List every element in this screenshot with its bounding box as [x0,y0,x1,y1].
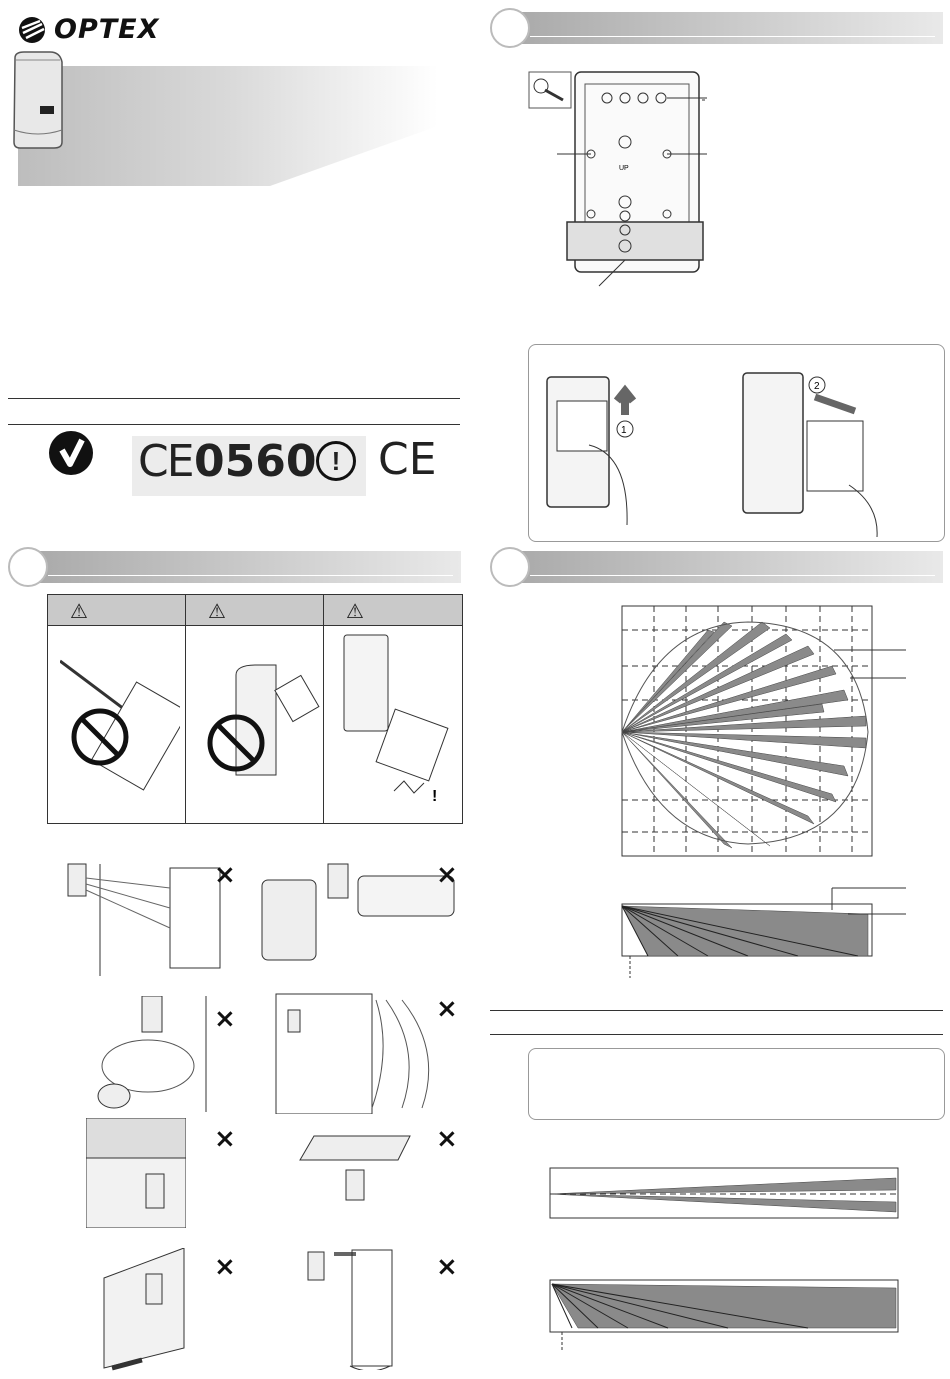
cross-icon: × [214,860,236,890]
detection-area-top-view [618,604,908,860]
section-header-detection-area [490,547,943,587]
scenario-door [290,1240,410,1370]
divider [8,424,460,425]
scenario-ceiling-light [290,1116,420,1226]
ce-certification-block [132,436,366,496]
brand-logo [18,14,159,45]
scenario-unstable-wall [88,1248,198,1372]
detector-icon [10,50,70,150]
scenario-curtain [272,990,442,1114]
long-range-top-view [548,1164,908,1224]
ce-mark-icon: CE [378,434,437,485]
divider [490,1034,943,1035]
warnings-table [47,594,463,824]
alert-mark: ! [432,788,438,805]
cross-icon: × [214,1252,236,1282]
section-header-mounting [490,8,943,48]
c-tick-icon [48,430,94,476]
cross-icon: × [214,1124,236,1154]
prohibited-icon [60,651,180,801]
divider [490,1010,943,1011]
note-box [528,1048,945,1120]
scenario-steam [78,996,208,1112]
long-range-side-view [548,1276,908,1354]
warning-icon: ⚠ [208,601,226,623]
warning-icon: ⚠ [70,601,88,623]
alert-icon: ! [316,441,356,481]
up-label: UP [619,165,629,172]
optex-logo-icon [18,16,48,44]
cross-icon: × [436,1124,458,1154]
ce-mark-icon: CE [138,436,193,487]
section-header-precautions [8,547,461,587]
drop-caution-diagram [334,631,460,821]
divider [8,398,460,399]
cross-icon: × [436,1252,458,1282]
detection-area-side-view [618,884,908,980]
scenario-heater-aircon [258,860,458,976]
cross-icon: × [436,860,458,890]
warning-icon: ⚠ [346,601,364,623]
title-banner [18,66,438,186]
scenario-sunlight [60,858,230,978]
cross-icon: × [214,1004,236,1034]
scenario-outdoor-wall [86,1118,186,1228]
step-number: 2 [814,381,820,392]
mounting-base-diagram [527,70,707,290]
step-number: 1 [621,425,627,436]
cross-icon: × [436,994,458,1024]
install-steps-panel [528,344,945,542]
install-steps-illustration [529,345,944,541]
brand-name: OPTEX [54,14,160,45]
prohibited-icon [196,655,322,805]
notified-body-number: 0560 [194,436,317,487]
